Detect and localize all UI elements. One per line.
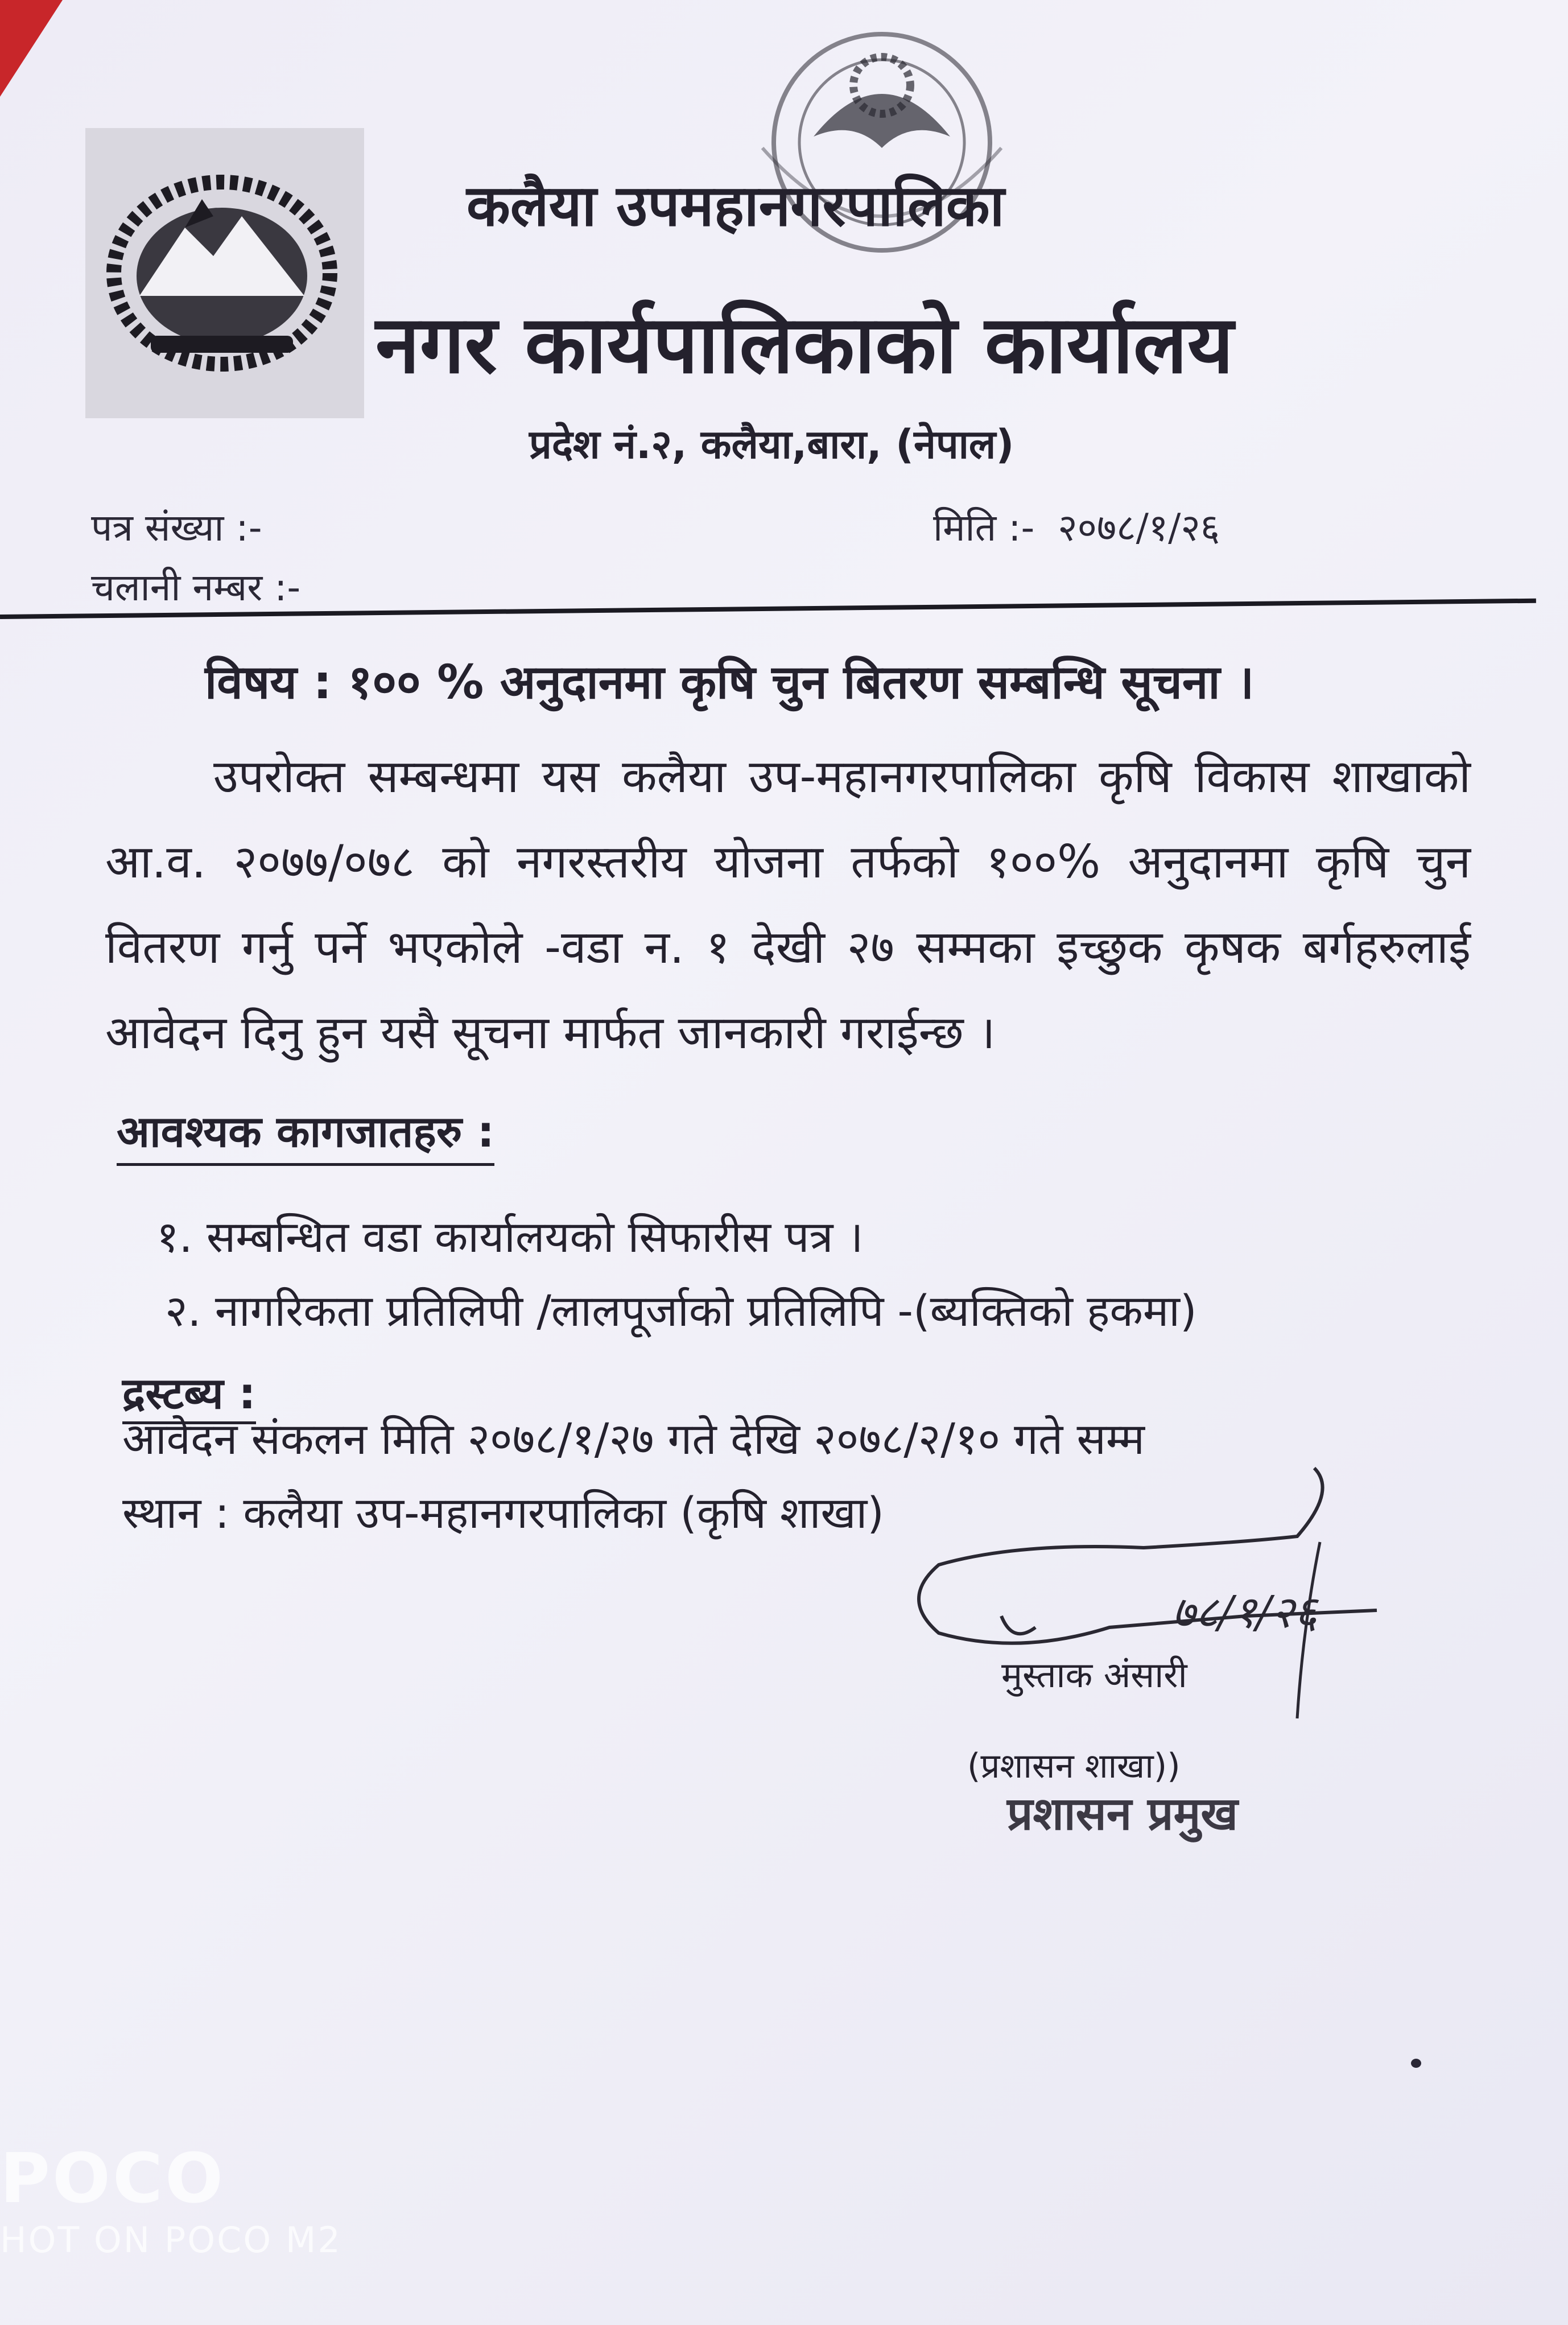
handwritten-date: ७८/१/२६ <box>1172 1587 1318 1638</box>
signatory-name: मुस्ताक अंसारी <box>1001 1654 1187 1696</box>
note-line-2: स्थान : कलैया उप-महानगरपालिका (कृषि शाखा) <box>122 1487 884 1538</box>
notice-subject: विषय : १०० % अनुदानमा कृषि चुन बितरण सम्बन्धि सूचना । <box>205 656 1255 710</box>
date-value: २०७८/१/२६ <box>1058 506 1220 550</box>
document-item-2: २. नागरिकता प्रतिलिपी /लालपूर्जाको प्रतिलिपि -(ब्यक्तिको हकमा) <box>165 1285 1197 1336</box>
documents-heading: आवश्यक कागजातहरु : <box>117 1101 494 1166</box>
nepal-emblem-icon <box>100 165 344 376</box>
ink-speck <box>1411 2059 1421 2068</box>
red-corner-background <box>0 0 63 97</box>
camera-watermark-brand: POCO <box>0 2140 226 2219</box>
note-line-1: आवेदन संकलन मिति २०७८/१/२७ गते देखि २०७८/२/१० गते सम्म <box>122 1413 1145 1464</box>
date-row <box>933 501 1220 552</box>
camera-watermark-model: HOT ON POCO M2 <box>0 2219 342 2261</box>
office-title: नगर कार्यपालिकाको कार्यालय <box>376 299 1234 391</box>
notice-body: उपरोक्त सम्बन्धमा यस कलैया उप-महानगरपालिका कृषि विकास शाखाको आ.व. २०७७/०७८ को नगरस्तरीय योजना तर्फको १००% अनुदानमा कृषि चुन वितरण गर्नु पर्ने भएकोले -वडा न. १ देखी २७ सम्मका इच्छुक कृषक बर्गहरुलाई आवेदन दिनु हुन यसै सूचना मार्फत जानकारी गराईन्छ । <box>105 750 1471 1059</box>
signatory-title-stamp: प्रशासन प्रमुख <box>1007 1787 1238 1840</box>
date-label: मिति :- <box>933 506 1035 550</box>
note-heading: द्रस्टब्य : <box>122 1363 256 1424</box>
dispatch-number-label: चलानी नम्बर :- <box>91 566 301 609</box>
signatory-branch: (प्रशासन शाखा)) <box>967 1746 1181 1786</box>
document-item-1: १. सम्बन्धित वडा कार्यालयको सिफारीस पत्र । <box>156 1211 864 1262</box>
office-address: प्रदेश नं.२, कलैया,बारा, (नेपाल) <box>529 421 1014 468</box>
office-subtitle: कलैया उपमहानगरपालिका <box>467 172 1005 239</box>
letter-number-label: पत्र संख्या :- <box>91 506 262 550</box>
